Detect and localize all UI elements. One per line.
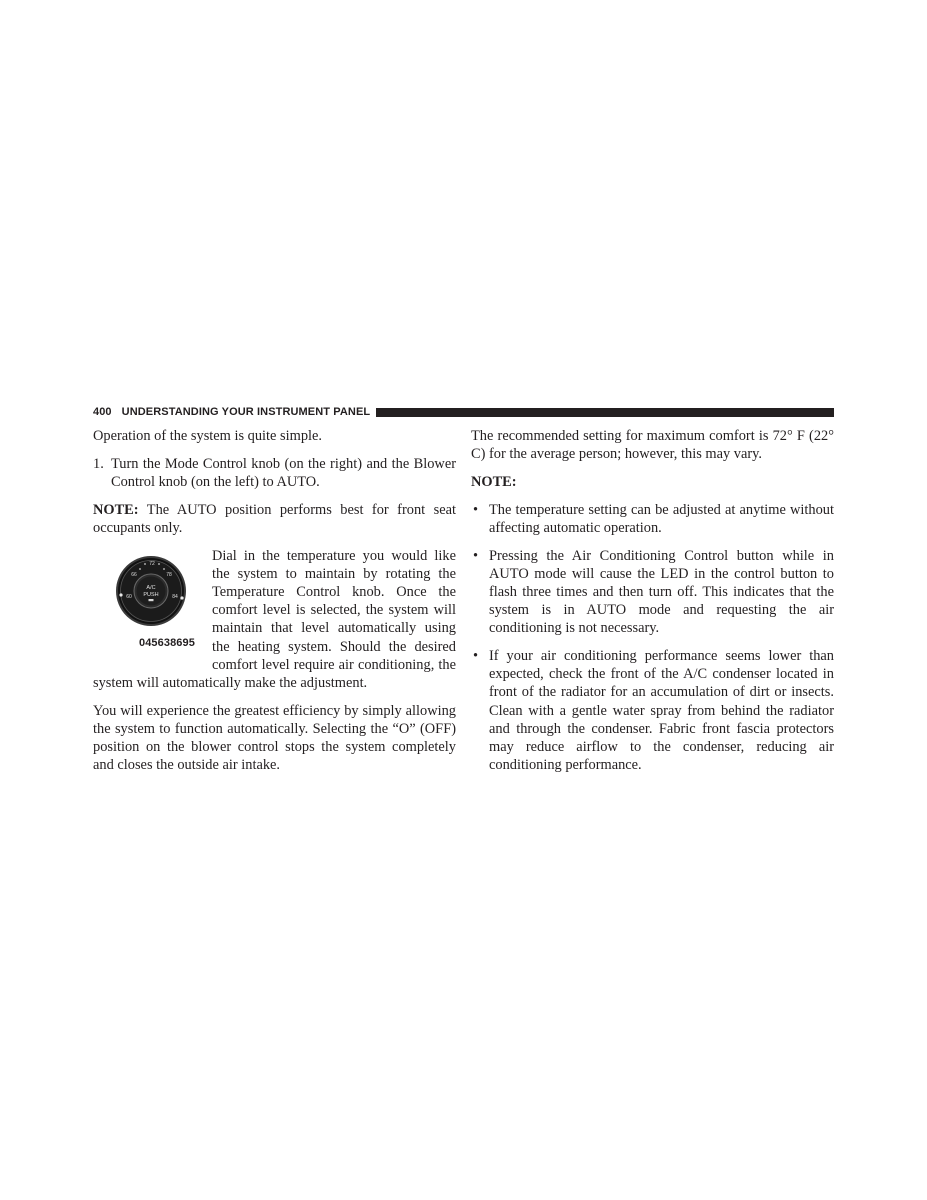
step-number: 1. (93, 455, 104, 472)
header-rule (376, 408, 834, 417)
page-number: 400 (93, 406, 112, 418)
step-text: Turn the Mode Control knob (on the right) and the Blower Control knob (on the left) to AUTO. (111, 455, 456, 490)
dial-figure-block (93, 547, 456, 693)
right-column (471, 427, 834, 784)
note-label: NOTE: (93, 501, 139, 518)
intro-paragraph: Operation of the system is quite simple. (93, 428, 323, 444)
note-paragraph (93, 501, 456, 537)
bullet-icon: • (473, 648, 479, 665)
dial-label: 60 (126, 593, 132, 600)
list-item (471, 501, 834, 537)
temperature-dial-figure (93, 548, 206, 670)
bullet-text: Pressing the Air Conditioning Control button while in AUTO mode will cause the LED in the control button to flash three times and then turn off. This indicates that the system is in AUTO mode and requesting the air conditioning is not necessary. (489, 547, 834, 637)
bullet-text: If your air conditioning performance seems lower than expected, check the front of the A/C condenser located in front of the radiator for an accumulation of dirt or insects. Clean with a gentle water spray from behind the radiator and through the condenser. Fabric front fascia protectors may reduce airflow to the condenser, reducing air conditioning performance. (489, 648, 834, 774)
list-item (471, 647, 834, 774)
step-1 (93, 455, 456, 491)
dial-label: 84 (172, 593, 178, 600)
section-title: UNDERSTANDING YOUR INSTRUMENT PANEL (121, 406, 371, 418)
bullet-icon: • (473, 547, 479, 564)
dial-label: 66 (131, 571, 137, 578)
svg-text:PUSH: PUSH (143, 591, 159, 598)
dial-paragraph: Dial in the temperature you would like the system to maintain by rotating the Temperature Control knob. Once the comfort level is selected, the system will maintain that level automatically using the heating system. Should the desired comfort level require air conditioning, the system will automatically make the adjustment. (93, 547, 456, 691)
efficiency-paragraph: You will experience the greatest efficiency by simply allowing the system to function automatically. Selecting the “O” (OFF) position on the blower control stops the system completely and closes the outside air intake. (93, 702, 456, 774)
figure-caption: 045638695 (139, 636, 195, 649)
note-bullet-list (471, 501, 834, 775)
list-item (471, 547, 834, 638)
temperature-knob-icon (107, 554, 195, 630)
recommended-paragraph: The recommended setting for maximum comfort is 72° F (22° C) for the average person; however, this may vary. (471, 428, 834, 463)
note-text: The AUTO position performs best for front seat occupants only. (93, 501, 456, 536)
note-heading-label: NOTE: (471, 473, 517, 490)
dial-label: 78 (166, 571, 172, 578)
left-column (93, 427, 456, 784)
dial-label: 72 (149, 560, 155, 567)
bullet-icon: • (473, 501, 479, 518)
svg-text:A/C: A/C (146, 584, 156, 591)
bullet-text: The temperature setting can be adjusted at anytime without affecting automatic operation. (489, 501, 834, 536)
note-heading (471, 473, 834, 491)
running-header (93, 405, 834, 419)
